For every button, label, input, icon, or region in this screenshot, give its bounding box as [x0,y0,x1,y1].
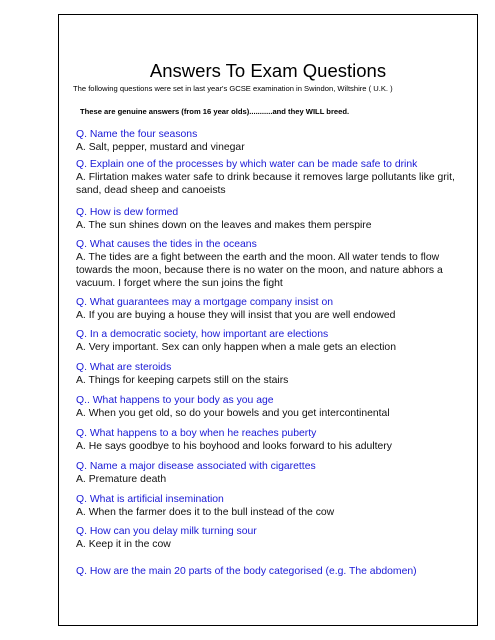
question: Q. Explain one of the processes by which water can be made safe to drink [76,159,418,170]
question: Q.. What happens to your body as you age [76,395,274,406]
answer: A. Flirtation makes water safe to drink because it removes large pollutants like grit, sand, dead sheep and canoeists [76,172,455,196]
qa-item-5 [76,296,471,322]
genuine-note: These are genuine answers (from 16 year olds)...........and they WILL breed. [80,107,350,116]
page-title: Answers To Exam Questions [149,60,387,81]
question: Q. What happens to a boy when he reaches puberty [76,428,317,439]
qa-item-1 [76,128,471,154]
qa-item-10 [76,460,471,486]
question: Q. Name the four seasons [76,129,198,140]
question: Q. In a democratic society, how important are elections [76,329,329,340]
qa-item-4 [76,238,471,290]
qa-item-11 [76,493,471,519]
answer: A. Keep it in the cow [76,539,171,550]
answer: A. If you are buying a house they will insist that you are well endowed [76,310,396,321]
qa-item-2 [76,158,471,197]
answer: A. Premature death [76,474,167,485]
answer: A. When you get old, so do your bowels and you get intercontinental [76,408,390,419]
qa-item-3 [76,206,471,232]
qa-item-8 [76,394,471,420]
answer: A. The tides are a fight between the earth and the moon. All water tends to flow towards the moon, because there is no water on the moon, and nature abhors a vacuum. I forget where the sun joins the fight [76,252,443,289]
qa-item-6 [76,328,471,354]
answer: A. Things for keeping carpets still on the stairs [76,375,289,386]
question: Q. What guarantees may a mortgage company insist on [76,297,334,308]
answer: A. Very important. Sex can only happen when a male gets an election [76,342,396,353]
qa-item-12 [76,525,471,551]
answer: A. He says goodbye to his boyhood and looks forward to his adultery [76,441,392,452]
question: Q. What causes the tides in the oceans [76,239,257,250]
answer: A. The sun shines down on the leaves and makes them perspire [76,220,372,231]
question: Q. What is artificial insemination [76,494,224,505]
question: Q. How is dew formed [76,207,179,218]
question: Q. How are the main 20 parts of the body categorised (e.g. The abdomen) [76,566,417,577]
question: Q. How can you delay milk turning sour [76,526,257,537]
intro-text: The following questions were set in last year's GCSE examination in Swindon, Wiltshire ( U.K. ) [73,84,393,93]
question: Q. Name a major disease associated with cigarettes [76,461,316,472]
answer: A. Salt, pepper, mustard and vinegar [76,142,245,153]
qa-item-9 [76,427,471,453]
answer: A. When the farmer does it to the bull instead of the cow [76,507,335,518]
qa-item-13 [76,565,471,578]
question: Q. What are steroids [76,362,172,373]
qa-item-7 [76,361,471,387]
